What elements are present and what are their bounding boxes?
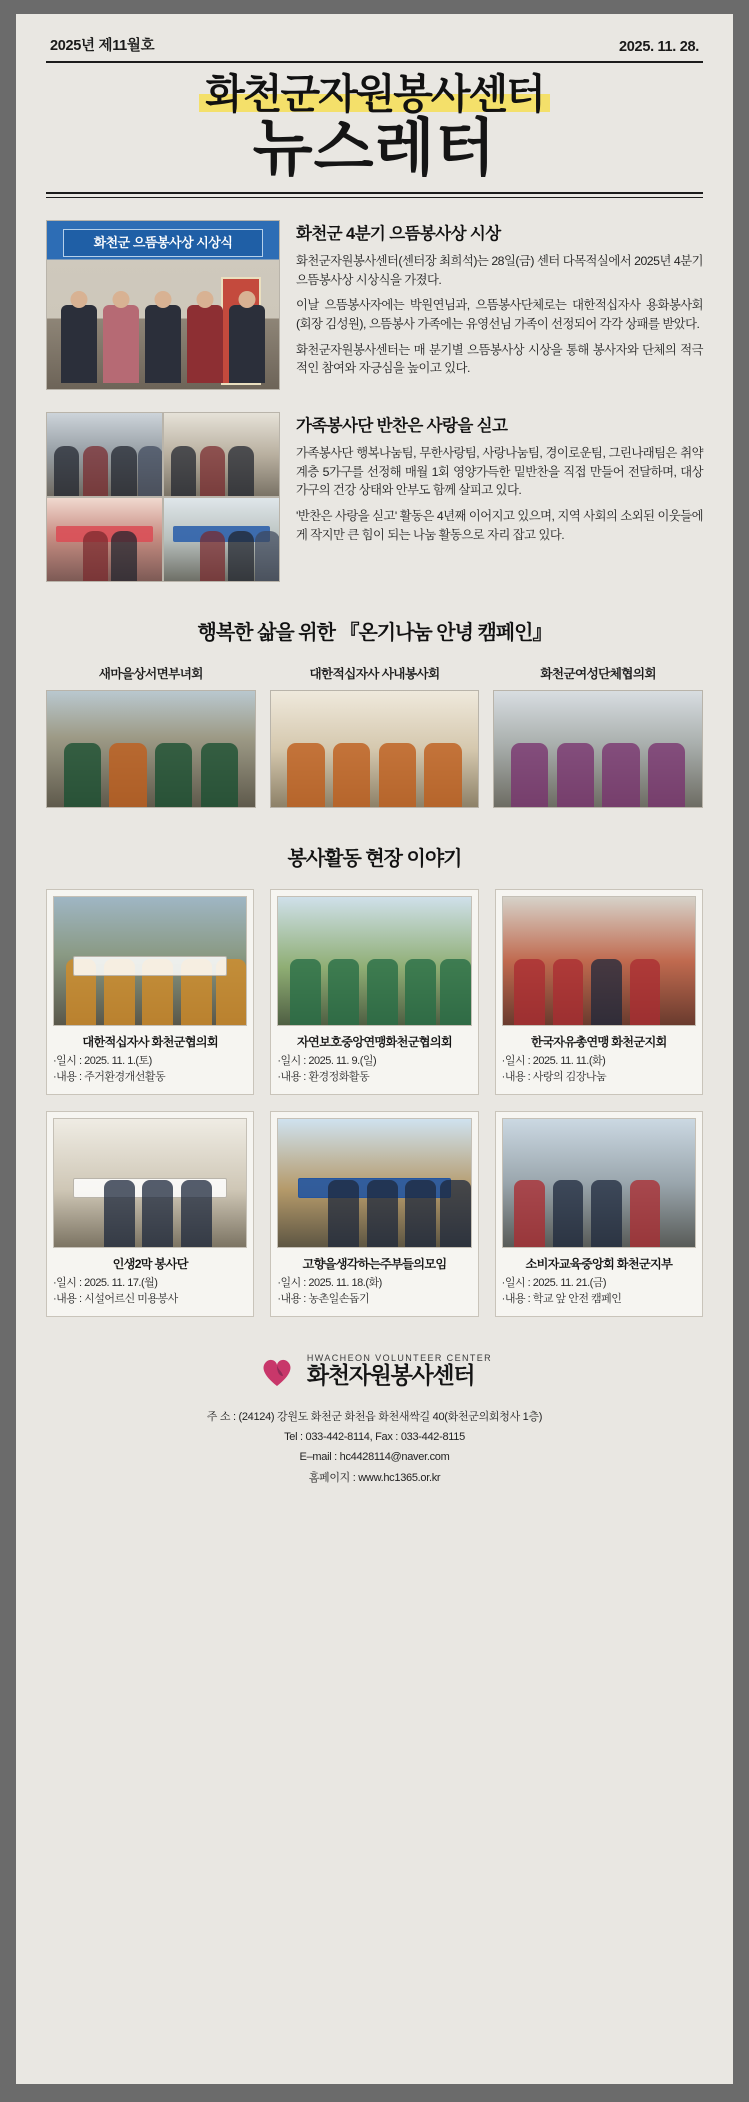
activity-card-title: 소비자교육중앙회 화천군지부 bbox=[525, 1256, 673, 1271]
person-figure bbox=[367, 1180, 398, 1247]
activity-card-content: ·내용 : 사랑의 김장나눔 bbox=[501, 1070, 607, 1083]
person-figure bbox=[328, 959, 359, 1026]
award-ceremony-photo bbox=[47, 221, 279, 389]
person-figure bbox=[440, 1180, 471, 1247]
activity-card-title: 인생2막 봉사단 bbox=[112, 1256, 188, 1271]
article-award bbox=[46, 220, 703, 390]
activity-card-title: 고향을생각하는주부들의모임 bbox=[302, 1256, 447, 1271]
activity-card bbox=[270, 1111, 478, 1317]
newsletter-sheet bbox=[16, 14, 733, 2084]
award-photo-people bbox=[61, 287, 265, 383]
masthead-line1-text: 화천군자원봉사센터 bbox=[205, 71, 544, 117]
person-figure bbox=[181, 1180, 212, 1247]
masthead bbox=[46, 69, 703, 182]
person-figure bbox=[328, 1180, 359, 1247]
campaign-item bbox=[46, 663, 256, 808]
activity-card-date: ·일시 : 2025. 11. 17.(월) bbox=[53, 1276, 158, 1289]
person-figure bbox=[54, 446, 79, 496]
campaign-section-title: 행복한 삶을 위한 『온기나눔 안녕 캠페인』 bbox=[197, 622, 552, 645]
person-figure bbox=[138, 446, 162, 496]
person-figure bbox=[142, 1180, 173, 1247]
article-family-title: 가족봉사단 반찬은 사랑을 싣고 bbox=[296, 417, 508, 436]
issue-row bbox=[46, 32, 703, 61]
activity-card-photo bbox=[277, 1118, 471, 1248]
campaign-item bbox=[493, 663, 703, 808]
person-figure bbox=[424, 743, 461, 807]
campaign-item-photo bbox=[493, 690, 703, 808]
footer-tel: Tel : 033-442-8114, Fax : 033-442-8115 bbox=[284, 1431, 465, 1444]
person-figure bbox=[109, 743, 146, 807]
person-figure bbox=[155, 743, 192, 807]
person-figure bbox=[171, 446, 196, 496]
activity-card-date: ·일시 : 2025. 11. 21.(금) bbox=[501, 1276, 607, 1289]
person-figure bbox=[104, 1180, 135, 1247]
banner-strip bbox=[73, 956, 227, 976]
activity-card-date: ·일시 : 2025. 11. 1.(토) bbox=[53, 1055, 152, 1068]
person-figure bbox=[111, 446, 136, 496]
person-figure bbox=[200, 531, 225, 581]
footer-address: 주 소 : (24124) 강원도 화천군 화천읍 화천새싹길 40(화천군의회청사 1층) bbox=[206, 1410, 543, 1423]
family-photo-cell bbox=[164, 498, 279, 581]
person-figure bbox=[64, 743, 101, 807]
issue-number: 2025년 제11월호 bbox=[50, 38, 155, 54]
activity-card-content: ·내용 : 시설어르신 미용봉사 bbox=[53, 1292, 178, 1305]
masthead-line2: 뉴스레터 bbox=[252, 114, 497, 184]
article-award-paragraph: 이날 으뜸봉사자에는 박원연님과, 으뜸봉사단체로는 대한적십자사 용화봉사회(회장 김성원), 으뜸봉사 가족에는 유영선님 가족이 선정되어 각각 상패를 받았다. bbox=[296, 298, 703, 332]
person-figure bbox=[111, 531, 136, 581]
footer bbox=[46, 1351, 703, 1488]
person-figure bbox=[287, 743, 324, 807]
footer-logo-kr: 화천자원봉사센터 bbox=[306, 1362, 475, 1389]
activity-card bbox=[495, 889, 703, 1095]
person-figure bbox=[557, 743, 594, 807]
article-family-paragraph: '반찬은 사랑을 싣고' 활동은 4년째 이어지고 있으며, 지역 사회의 소외된 이웃들에게 작지만 큰 힘이 되는 나눔 활동으로 자리 잡고 있다. bbox=[296, 509, 703, 542]
activity-card-date: ·일시 : 2025. 11. 11.(화) bbox=[501, 1055, 606, 1068]
activity-card-date: ·일시 : 2025. 11. 9.(일) bbox=[277, 1055, 377, 1068]
person-figure bbox=[511, 743, 548, 807]
article-family-body bbox=[296, 412, 703, 582]
activity-card bbox=[495, 1111, 703, 1317]
person-figure bbox=[630, 1180, 661, 1247]
person-figure bbox=[103, 305, 139, 383]
activity-card-date: ·일시 : 2025. 11. 18.(화) bbox=[277, 1276, 382, 1289]
footer-email[interactable]: E–mail : hc4428114@naver.com bbox=[299, 1451, 450, 1464]
person-figure bbox=[405, 1180, 436, 1247]
person-figure bbox=[630, 959, 661, 1026]
person-figure bbox=[405, 959, 436, 1026]
person-figure bbox=[379, 743, 416, 807]
person-figure bbox=[61, 305, 97, 383]
activity-card bbox=[46, 1111, 254, 1317]
person-figure bbox=[333, 743, 370, 807]
article-family-paragraph: 가족봉사단 행복나눔팀, 무한사랑팀, 사랑나눔팀, 경이로운팀, 그린나래팀은 취약계층 5가구를 선정해 매월 1회 영양가득한 밑반찬을 직접 만들어 전달하며, 대상 가구의 건강 상태와 안부도 함께 살피고 있다. bbox=[296, 446, 703, 498]
person-figure bbox=[514, 1180, 545, 1247]
activity-card-grid bbox=[46, 889, 703, 1317]
campaign-item-caption: 대한적십자사 사내봉사회 bbox=[309, 667, 440, 682]
article-family-photo bbox=[46, 412, 280, 582]
masthead-line1 bbox=[199, 73, 549, 116]
person-figure bbox=[200, 446, 225, 496]
activities-section-title: 봉사활동 현장 이야기 bbox=[287, 848, 462, 871]
activity-card-content: ·내용 : 환경정화활동 bbox=[277, 1070, 370, 1083]
article-award-body bbox=[296, 220, 703, 390]
campaign-item-photo bbox=[46, 690, 256, 808]
campaign-item-photo bbox=[270, 690, 480, 808]
person-figure bbox=[83, 531, 108, 581]
activity-card-photo bbox=[502, 896, 696, 1026]
person-figure bbox=[440, 959, 471, 1026]
campaign-item bbox=[270, 663, 480, 808]
campaign-item-caption: 새마을상서면부녀회 bbox=[98, 667, 203, 682]
person-figure bbox=[290, 959, 321, 1026]
activity-card-content: ·내용 : 주거환경개선활동 bbox=[53, 1070, 166, 1083]
family-photo-cell bbox=[47, 498, 162, 581]
activity-card-photo bbox=[53, 1118, 247, 1248]
family-photo-cell bbox=[47, 413, 162, 496]
person-figure bbox=[591, 1180, 622, 1247]
person-figure bbox=[255, 531, 279, 581]
heart-logo-icon bbox=[257, 1351, 297, 1391]
person-figure bbox=[145, 305, 181, 383]
header-rule-bottom-thin bbox=[46, 197, 703, 198]
activity-card-content: ·내용 : 학교 앞 안전 캠페인 bbox=[501, 1292, 622, 1305]
person-figure bbox=[228, 446, 253, 496]
person-figure bbox=[648, 743, 685, 807]
header-rule-top bbox=[46, 61, 703, 63]
campaign-row bbox=[46, 663, 703, 808]
activity-card-content: ·내용 : 농촌일손돕기 bbox=[277, 1292, 370, 1305]
issue-date: 2025. 11. 28. bbox=[619, 39, 699, 55]
person-figure bbox=[83, 446, 108, 496]
activity-card-title: 자연보호중앙연맹화천군협의회 bbox=[296, 1035, 452, 1050]
award-photo-banner: 화천군 으뜸봉사상 시상식 bbox=[63, 229, 263, 257]
person-figure bbox=[201, 743, 238, 807]
header-rule-bottom bbox=[46, 192, 703, 194]
footer-logo-row bbox=[46, 1351, 703, 1391]
person-figure bbox=[514, 959, 545, 1026]
person-figure bbox=[187, 305, 223, 383]
person-figure bbox=[228, 531, 253, 581]
campaign-item-caption: 화천군여성단체협의회 bbox=[540, 667, 656, 682]
person-figure bbox=[553, 959, 584, 1026]
person-figure bbox=[367, 959, 398, 1026]
article-family-volunteer bbox=[46, 412, 703, 582]
activity-card-photo bbox=[502, 1118, 696, 1248]
article-award-paragraph: 화천군자원봉사센터는 매 분기별 으뜸봉사상 시상을 통해 봉사자와 단체의 적극적인 참여와 자긍심을 높이고 있다. bbox=[296, 342, 703, 376]
activity-card bbox=[270, 889, 478, 1095]
article-award-title: 화천군 4분기 으뜸봉사상 시상 bbox=[296, 225, 501, 244]
activity-card-photo bbox=[53, 896, 247, 1026]
person-figure bbox=[553, 1180, 584, 1247]
family-photo-cell bbox=[164, 413, 279, 496]
person-figure bbox=[591, 959, 622, 1026]
activity-card-photo bbox=[277, 896, 471, 1026]
footer-logo-en: HWACHEON VOLUNTEER CENTER bbox=[306, 1353, 493, 1364]
footer-contact bbox=[46, 1407, 703, 1488]
person-figure bbox=[602, 743, 639, 807]
article-award-paragraph: 화천군자원봉사센터(센터장 최희석)는 28일(금) 센터 다목적실에서 2025년 4분기 으뜸봉사상 시상식을 가졌다. bbox=[296, 254, 703, 287]
person-figure bbox=[229, 305, 265, 383]
footer-homepage[interactable]: 홈페이지 : www.hc1365.or.kr bbox=[308, 1471, 441, 1484]
family-photo-grid bbox=[47, 413, 279, 581]
activity-card-title: 한국자유총연맹 화천군지회 bbox=[531, 1035, 667, 1050]
activity-card-title: 대한적십자사 화천군협의회 bbox=[82, 1035, 218, 1050]
activity-card bbox=[46, 889, 254, 1095]
article-award-photo bbox=[46, 220, 280, 390]
